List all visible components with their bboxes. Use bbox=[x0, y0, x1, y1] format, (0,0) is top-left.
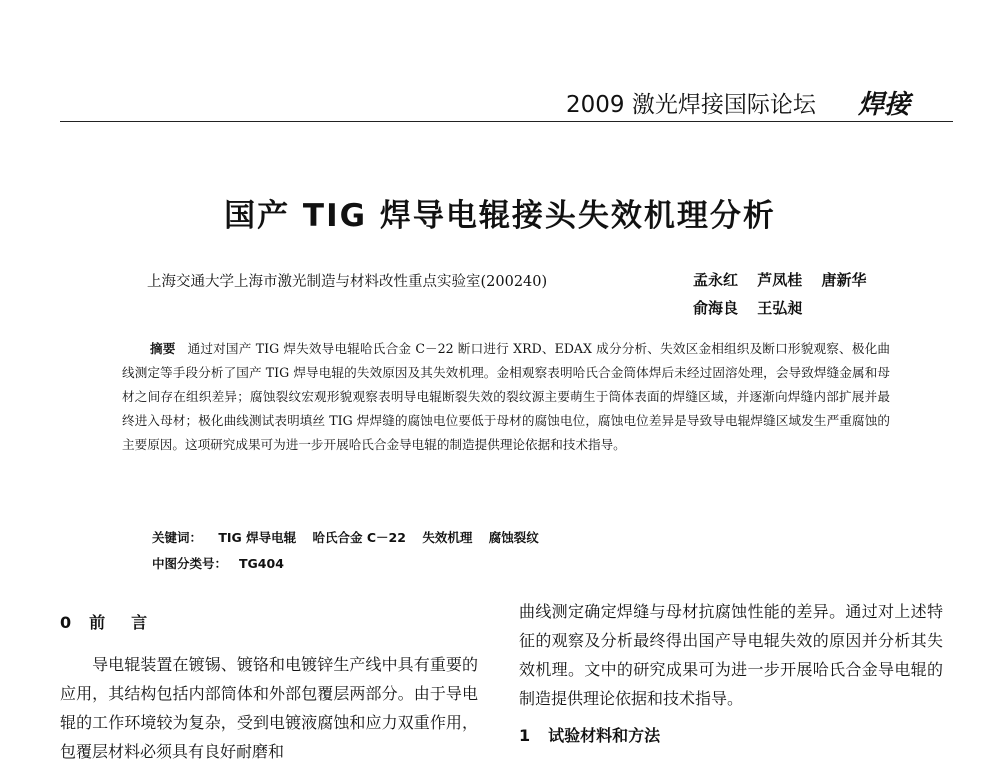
keywords-label: 关键词： bbox=[152, 530, 203, 545]
author-name: 唐新华 bbox=[821, 271, 867, 289]
classification bbox=[152, 554, 296, 572]
keyword: 失效机理 bbox=[422, 530, 473, 545]
intro-paragraph bbox=[60, 650, 478, 766]
abstract-text: 通过对国产 TIG 焊失效导电辊哈氏合金 C－22 断口进行 XRD、EDAX 成分分析、失效区金相组织及断口形貌观察、极化曲线测定等手段分析了国产 TIG 焊导电辊的失效原因及其失效机理。金相观察表明哈氏合金筒体焊后未经过固溶处理，会导致焊缝金属和母材之间存在组织差异；腐蚀裂纹宏观形貌观察表明导电辊断裂失效的裂纹源主要萌生于筒体表面的焊缝区域，并逐渐向焊缝内部扩展并最终进入母材；极化曲线测试表明填丝 TIG 焊焊缝的腐蚀电位要低于母材的腐蚀电位，腐蚀电位差异是导致导电辊焊缝区域发生严重腐蚀的主要原因。这项研究成果可为进一步开展哈氏合金导电辊的制造提供理论依据和技术指导。 bbox=[122, 341, 891, 452]
right-column-paragraph: 曲线测定确定焊缝与母材抗腐蚀性能的差异。通过对上述特征的观察及分析最终得出国产导电辊失效的原因并分析其失效机理。文中的研究成果可为进一步开展哈氏合金导电辊的制造提供理论依据和技术指导。 bbox=[519, 602, 943, 708]
keyword: 哈氏合金 C－22 bbox=[312, 530, 406, 545]
section-title: 试验材料和方法 bbox=[548, 726, 661, 745]
forum-title: 2009 激光焊接国际论坛 bbox=[566, 92, 816, 118]
section-title: 前言 bbox=[89, 613, 174, 632]
intro-text: 导电辊装置在镀锡、镀铬和电镀锌生产线中具有重要的应用，其结构包括内部筒体和外部包覆层两部分。由于导电辊的工作环境较为复杂，受到电镀液腐蚀和应力双重作用，包覆层材料必须具有良好耐磨和 bbox=[60, 655, 478, 761]
section-number: 0 bbox=[60, 613, 72, 632]
keywords bbox=[152, 528, 551, 546]
journal-logo: 焊接 bbox=[858, 90, 911, 120]
abstract bbox=[122, 337, 890, 457]
section-heading-0 bbox=[60, 610, 173, 633]
abstract-label: 摘要 bbox=[150, 341, 176, 356]
classification-code: TG404 bbox=[239, 556, 284, 571]
author-name: 孟永红 bbox=[693, 271, 739, 289]
author-name: 俞海良 bbox=[693, 299, 739, 317]
keyword: TIG 焊导电辊 bbox=[218, 530, 297, 545]
section-heading-1 bbox=[519, 723, 660, 746]
classification-label: 中图分类号： bbox=[152, 556, 228, 571]
author-name: 芦凤桂 bbox=[757, 271, 803, 289]
header-rule bbox=[60, 121, 953, 122]
paper-title: 国产 TIG 焊导电辊接头失效机理分析 bbox=[224, 198, 776, 234]
keyword: 腐蚀裂纹 bbox=[488, 530, 539, 545]
author-name: 王弘昶 bbox=[757, 299, 803, 317]
affiliation: 上海交通大学上海市激光制造与材料改性重点实验室(200240) bbox=[147, 274, 548, 290]
section-number: 1 bbox=[519, 726, 531, 745]
authors-line-2 bbox=[693, 297, 816, 318]
authors-line-1 bbox=[693, 269, 881, 290]
